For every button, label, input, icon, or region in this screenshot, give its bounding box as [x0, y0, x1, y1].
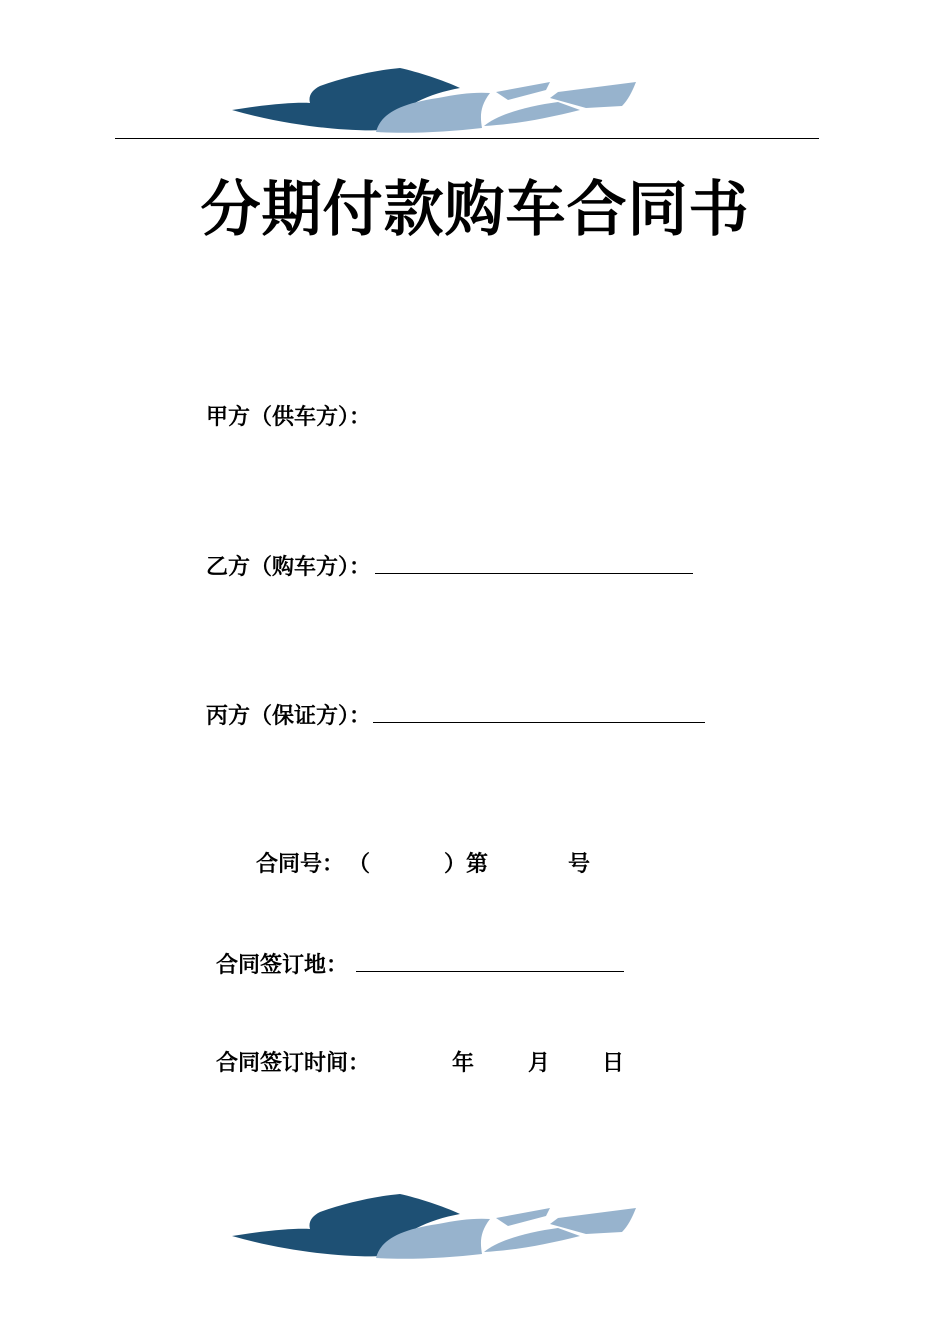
- contract-number-row: [256, 849, 590, 879]
- header-rule: [115, 138, 819, 139]
- party-c-blank-line[interactable]: [373, 700, 705, 723]
- signing-place-row: [216, 949, 624, 980]
- contract-number-close-paren: ）第: [444, 851, 489, 877]
- footer-wave-decoration: [228, 1192, 640, 1262]
- contract-number-hao: 号: [568, 851, 591, 877]
- party-b-row: [206, 551, 693, 582]
- signing-time-row: [216, 1048, 624, 1078]
- party-a-label: 甲方（供车方）：: [206, 404, 372, 430]
- signing-time-label: 合同签订时间：: [216, 1050, 371, 1076]
- contract-number-label: 合同号：: [256, 851, 345, 877]
- header-wave-decoration: [228, 66, 640, 136]
- party-b-blank-line[interactable]: [375, 551, 693, 574]
- light-wave-stripe: [496, 1208, 550, 1226]
- signing-time-year: 年: [452, 1050, 475, 1076]
- light-wave-stripe: [484, 102, 580, 126]
- signing-time-day: 日: [602, 1050, 625, 1076]
- light-wave-stripe: [484, 1228, 580, 1252]
- signing-time-month: 月: [528, 1050, 551, 1076]
- light-wave-stripe: [496, 82, 550, 100]
- contract-number-open-paren: （: [348, 851, 371, 877]
- party-c-row: [206, 700, 705, 731]
- document-title: 分期付款购车合同书: [200, 175, 750, 245]
- party-c-label: 丙方（保证方）：: [206, 703, 372, 729]
- signing-place-label: 合同签订地：: [216, 952, 349, 978]
- party-b-label: 乙方（购车方）：: [206, 554, 372, 580]
- signing-place-blank-line[interactable]: [356, 949, 624, 972]
- party-a-row: [206, 402, 371, 432]
